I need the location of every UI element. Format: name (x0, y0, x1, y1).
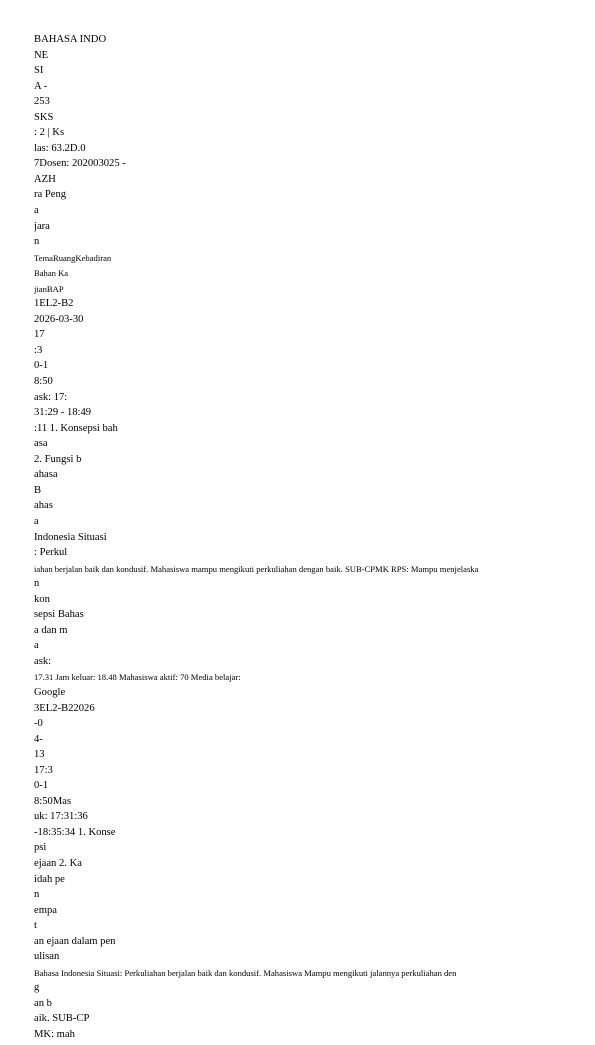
text-line: empa (34, 904, 57, 916)
text-line: 0-1 (34, 780, 49, 792)
text-line: Bahan Ka (34, 268, 69, 279)
text-line: ask: 17: (34, 391, 68, 403)
text-line: 0-1 (34, 360, 49, 372)
text-line: NE (34, 49, 49, 61)
text-line: n (34, 578, 40, 590)
text-line: jara (34, 220, 50, 232)
text-line: ejaan 2. Ka (34, 857, 82, 869)
text-line: 17:3 (34, 764, 53, 776)
text-line: t (34, 920, 37, 932)
text-line: A - (34, 80, 48, 92)
text-line: Indonesia Situasi (34, 531, 107, 543)
text-line: 17 (34, 329, 45, 341)
text-line: ahasa (34, 469, 58, 481)
text-line: 8:50 (34, 376, 53, 388)
text-line: a (34, 515, 39, 527)
text-line: 1EL2-B2 (34, 298, 74, 310)
text-line: 2026-03-30 (34, 313, 84, 325)
text-line: 7Dosen: 202003025 - (34, 158, 126, 170)
text-line: Bahasa Indonesia Situasi: Perkuliahan berjalan baik dan kondusif. Mahasiswa Mampu mengikuti jalannya perkuliahan den (34, 967, 457, 978)
text-line: 4- (34, 733, 43, 745)
text-line: BAHASA INDO (34, 34, 107, 45)
text-line: -18:35:34 1. Konse (34, 826, 116, 838)
text-line: a (34, 640, 39, 652)
text-line: ulisan (34, 951, 60, 963)
text-line: : 2 | Ks (34, 127, 65, 139)
text-line: jianBAP (34, 283, 64, 294)
text-line: :3 (34, 344, 43, 356)
text-line: n (34, 889, 40, 901)
text-line: MK: mah (34, 1029, 75, 1040)
text-line: 31:29 - 18:49 (34, 407, 92, 419)
text-line: 17.31 Jam keluar: 18.48 Mahasiswa aktif: 70 Media belajar: (34, 672, 241, 683)
text-line: -0 (34, 718, 43, 730)
text-line: kon (34, 593, 50, 605)
text-line: a (34, 205, 39, 217)
text-line: sepsi Bahas (34, 609, 84, 621)
text-line: ask: (34, 655, 52, 667)
text-line: 253 (34, 96, 50, 108)
text-line: an ejaan dalam pen (34, 935, 116, 947)
text-line: 8:50Mas (34, 795, 72, 807)
text-line: an b (34, 997, 52, 1009)
text-line: SKS (34, 111, 54, 123)
text-line: B (34, 484, 42, 496)
text-line: SI (34, 65, 44, 77)
text-line: 13 (34, 749, 45, 761)
text-line: uk: 17:31:36 (34, 811, 88, 823)
document-text (34, 34, 564, 1045)
text-line: n (34, 236, 40, 248)
text-line: Google (34, 686, 66, 698)
text-line: psi (34, 842, 47, 854)
text-line: : Perkul (34, 547, 68, 559)
text-line: iahan berjalan baik dan kondusif. Mahasiswa mampu mengikuti perkuliahan dengan baik. SUB-CPMK RPS: Mampu menjelaska (34, 563, 479, 574)
text-line: aik. SUB-CP (34, 1013, 90, 1025)
text-line: ra Peng (34, 189, 67, 201)
text-line: 2. Fungsi b (34, 453, 82, 465)
text-line: ahas (34, 500, 53, 512)
text-line: TemaRuangKebadiran (34, 252, 112, 263)
text-line: g (34, 982, 40, 994)
text-line: idah pe (34, 873, 65, 885)
text-line: a dan m (34, 624, 68, 636)
text-line: :11 1. Konsepsi bah (34, 422, 118, 434)
text-line: AZH (34, 173, 56, 185)
text-line: 3EL2-B22026 (34, 702, 95, 714)
text-line: asa (34, 438, 48, 450)
text-line: las: 63.2D.0 (34, 142, 86, 154)
